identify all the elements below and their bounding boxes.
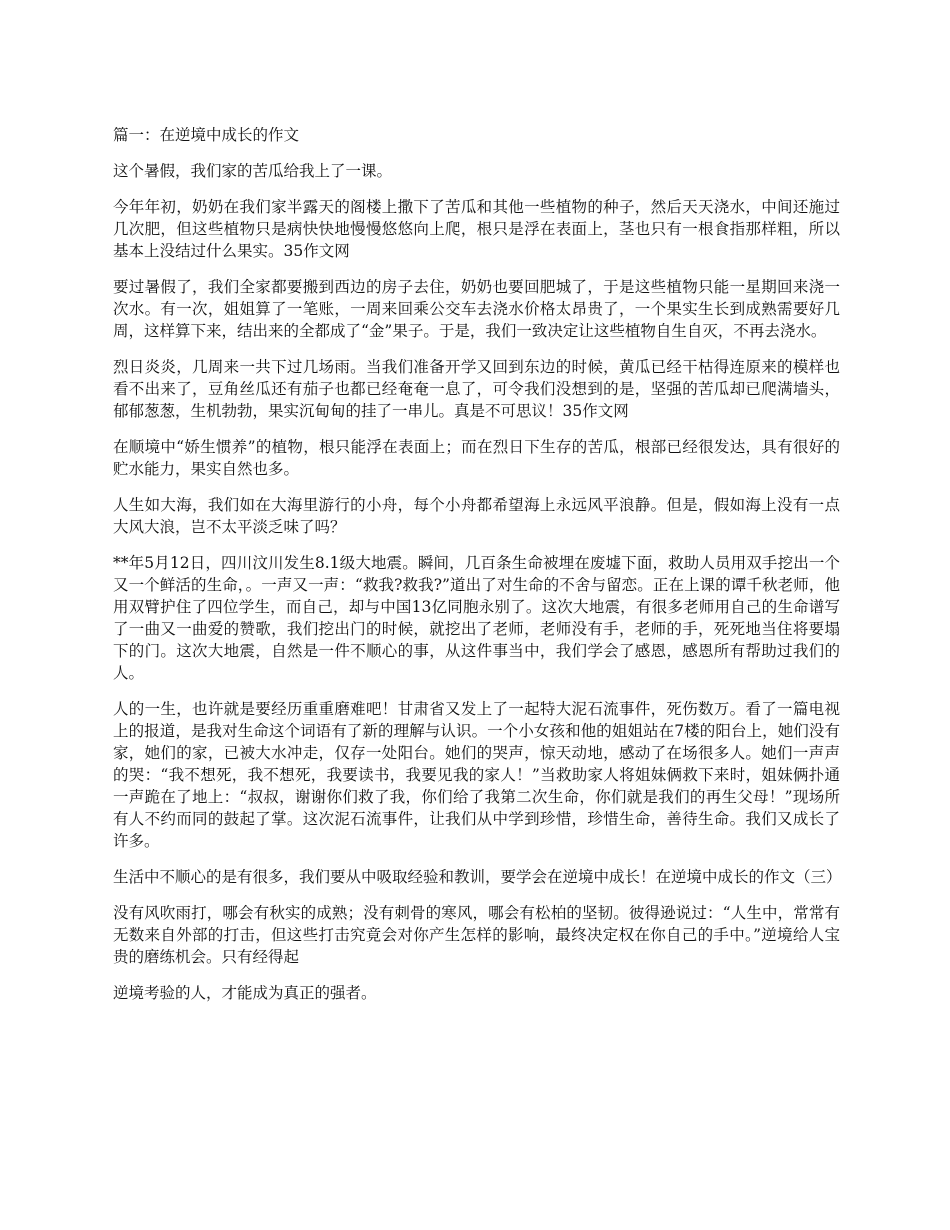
- paragraph: 在顺境中“娇生惯养”的植物，根只能浮在表面上；而在烈日下生存的苦瓜，根部已经很发达，具有很好的贮水能力，果实自然也多。: [113, 438, 840, 478]
- paragraph: 要过暑假了，我们全家都要搬到西边的房子去住，奶奶也要回肥城了，于是这些植物只能一星期回来浇一次水。有一次，姐姐算了一笔账，一周来回乘公交车去浇水价格太昂贵了，一个果实生长到成熟需要好几周，这样算下来，结出来的全都成了“金”果子。于是，我们一致决定让这些植物自生自灭，不再去浇水。: [113, 278, 840, 340]
- document-body: [113, 124, 840, 1018]
- paragraph: 逆境考验的人，才能成为真正的强者。: [113, 984, 377, 1002]
- paragraph: 烈日炎炎，几周来一共下过几场雨。当我们准备开学又回到东边的时候，黄瓜已经干枯得连原来的模样也看不出来了，豆角丝瓜还有茄子也都已经奄奄一息了，可令我们没想到的是，坚强的苦瓜却已爬满墙头，郁郁葱葱，生机勃勃，果实沉甸甸的挂了一串儿。真是不可思议！35作文网: [113, 358, 840, 420]
- paragraph: 人生如大海，我们如在大海里游行的小舟，每个小舟都希望海上永远风平浪静。但是，假如海上没有一点大风大浪，岂不太平淡乏味了吗？: [113, 496, 840, 536]
- paragraph: **年5月12日，四川汶川发生8.1级大地震。瞬间，几百条生命被埋在废墟下面，救助人员用双手挖出一个又一个鲜活的生命，。一声又一声：“救我?救我?”道出了对生命的不舍与留恋。正在上课的谭千秋老师，他用双臂护住了四位学生，而自己，却与中国13亿同胞永别了。这次大地震，有很多老师用自己的生命谱写了一曲又一曲爱的赞歌，我们挖出门的时候，就挖出了老师，老师没有手，老师的手，死死地当住将要塌下的门。这次大地震，自然是一件不顺心的事，从这件事当中，我们学会了感恩，感恩所有帮助过我们的人。: [113, 554, 840, 682]
- paragraph: 今年年初，奶奶在我们家半露天的阁楼上撒下了苦瓜和其他一些植物的种子，然后天天浇水，中间还施过几次肥，但这些植物只是病快快地慢慢悠悠向上爬，根只是浮在表面上，茎也只有一根食指那样粗，所以基本上没结过什么果实。35作文网: [113, 198, 840, 260]
- paragraph: 人的一生，也许就是要经历重重磨难吧！甘肃省又发上了一起特大泥石流事件，死伤数万。看了一篇电视上的报道，是我对生命这个词语有了新的理解与认识。一个小女孩和他的姐姐站在7楼的阳台上，她们没有家，她们的家，已被大水冲走，仅存一处阳台。她们的哭声，惊天动地，感动了在场很多人。她们一声声的哭：“我不想死，我不想死，我要读书，我要见我的家人！”当救助家人将姐妹俩救下来时，姐妹俩扑通一声跪在了地上：“叔叔，谢谢你们救了我，你们给了我第二次生命，你们就是我们的再生父母！”现场所有人不约而同的鼓起了掌。这次泥石流事件，让我们从中学到珍惜，珍惜生命，善待生命。我们又成长了许多。: [113, 700, 840, 850]
- paragraph: 这个暑假，我们家的苦瓜给我上了一课。: [113, 162, 393, 180]
- document-title: 篇一：在逆境中成长的作文: [113, 126, 300, 144]
- paragraph: 生活中不顺心的是有很多，我们要从中吸取经验和教训，要学会在逆境中成长！在逆境中成长的作文（三）: [113, 868, 842, 886]
- paragraph: 没有风吹雨打，哪会有秋实的成熟；没有刺骨的寒风，哪会有松柏的坚韧。彼得逊说过：“人生中，常常有无数来自外部的打击，但这些打击究竟会对你产生怎样的影响，最终决定权在你自己的手中。”逆境给人宝贵的磨练机会。只有经得起: [113, 904, 840, 966]
